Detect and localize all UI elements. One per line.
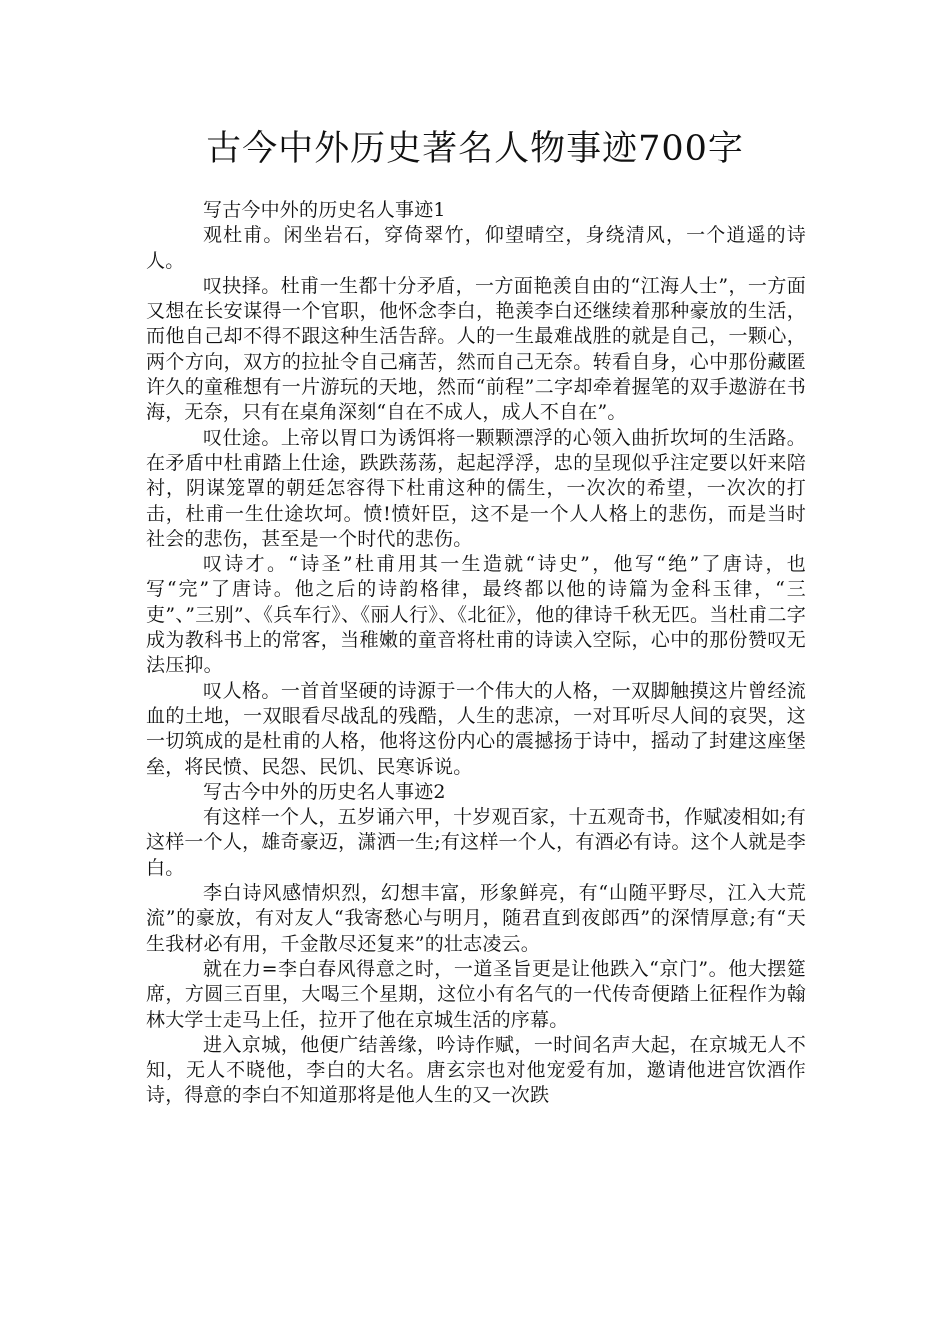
paragraph: 李白诗风感情炽烈，幻想丰富，形象鲜亮，有“山随平野尽，江入大荒流”的豪放，有对友人“我寄愁心与明月，随君直到夜郎西”的深情厚意;有“天生我材必有用，千金散尽还复来”的壮志凌云。	[146, 882, 806, 955]
paragraph: 叹仕途。上帝以胃口为诱饵将一颗颗漂浮的心领入曲折坎坷的生活路。在矛盾中杜甫踏上仕途，跌跌荡荡，起起浮浮，忠的呈现似乎注定要以奸来陪衬，阴谋笼罩的朝廷怎容得下杜甫这种的儒生，一次次的希望，一次次的打击，杜甫一生仕途坎坷。愤!愤奸臣，这不是一个人人格上的悲伤，而是当时社会的悲伤，甚至是一个时代的悲伤。	[146, 426, 806, 550]
document-title: 古今中外历史著名人物事迹700字	[206, 129, 744, 169]
paragraph: 叹诗才。“诗圣”杜甫用其一生造就“诗史”，他写“绝”了唐诗，也写“完”了唐诗。他之后的诗韵格律，最终都以他的诗篇为金科玉律，“三吏”、”三别”、《兵车行》、《丽人行》、《北征》，他的律诗千秋无匹。当杜甫二字成为教科书上的常客，当稚嫩的童音将杜甫的诗读入空际，心中的那份赞叹无法压抑。	[146, 553, 806, 677]
document-body	[146, 198, 806, 1109]
section-heading: 写古今中外的历史名人事迹2	[203, 780, 446, 803]
paragraph: 进入京城，他便广结善缘，吟诗作赋，一时间名声大起，在京城无人不知，无人不晓他，李白的大名。唐玄宗也对他宠爱有加，邀请他进宫饮酒作诗，得意的李白不知道那将是他人生的又一次跌	[146, 1033, 806, 1107]
paragraph: 观杜甫。闲坐岩石，穿倚翠竹，仰望晴空，身绕清风，一个逍遥的诗人。	[146, 224, 806, 272]
paragraph: 就在力=李白春风得意之时，一道圣旨更是让他跌入“京门”。他大摆筵席，方圆三百里，大喝三个星期，这位小有名气的一代传奇便踏上征程作为翰林大学士走马上任，拉开了他在京城生活的序幕。	[146, 957, 806, 1031]
paragraph: 有这样一个人，五岁诵六甲，十岁观百家，十五观奇书，作赋凌相如;有这样一个人，雄奇豪迈，潇洒一生;有这样一个人，有酒必有诗。这个人就是李白。	[146, 806, 806, 879]
paragraph: 叹人格。一首首坚硬的诗源于一个伟大的人格，一双脚触摸这片曾经流血的土地，一双眼看尽战乱的残酷，人生的悲凉，一对耳听尽人间的哀哭，这一切筑成的是杜甫的人格，他将这份内心的震撼扬于诗中，摇动了封建这座堡垒，将民愤、民怨、民饥、民寒诉说。	[146, 679, 806, 778]
paragraph: 叹抉择。杜甫一生都十分矛盾，一方面艳羡自由的“江海人士”，一方面又想在长安谋得一个官职，他怀念李白，艳羡李白还继续着那种豪放的生活，而他自己却不得不跟这种生活告辞。人的一生最难战胜的就是自己，一颗心，两个方向，双方的拉扯令自己痛苦，然而自己无奈。转看自身，心中那份藏匿许久的童稚想有一片游玩的天地，然而“前程”二字却牵着握笔的双手遨游在书海，无奈，只有在桌角深刻“自在不成人，成人不自在”。	[146, 274, 806, 424]
section-heading: 写古今中外的历史名人事迹1	[203, 199, 446, 221]
